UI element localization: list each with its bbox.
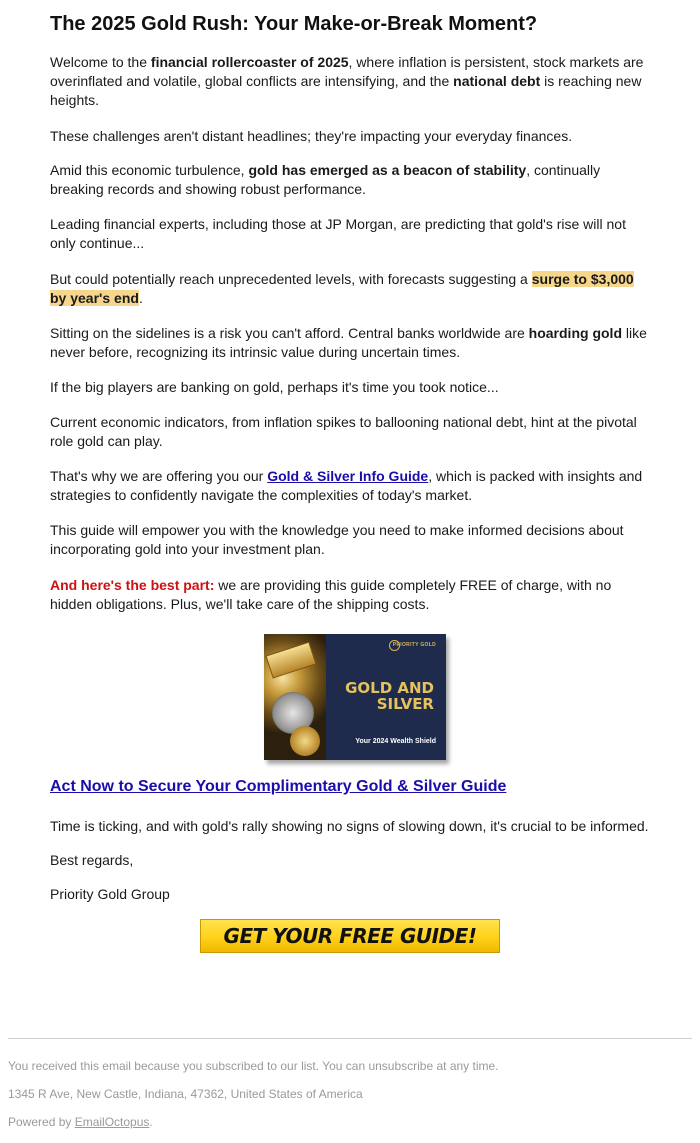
signature: Priority Gold Group xyxy=(50,886,170,902)
emailoctopus-link[interactable]: EmailOctopus xyxy=(74,1115,150,1129)
gold-bar-shape xyxy=(265,641,316,678)
best-part-label: And here's the best part: xyxy=(50,577,215,593)
email-body xyxy=(50,0,652,948)
book-brand: PRIORITY GOLD xyxy=(392,642,436,648)
paragraph-time-ticking: Time is ticking, and with gold's rally showing no signs of slowing down, it's crucial to be informed. xyxy=(50,818,649,834)
footer-notice: You received this email because you subscribed to our list. You can unsubscribe at any time. xyxy=(8,1059,499,1073)
footer-powered-by: Powered by EmailOctopus. xyxy=(8,1115,153,1129)
book-cover xyxy=(326,634,446,760)
paragraph-challenges: These challenges aren't distant headlines; they're impacting your everyday finances. xyxy=(50,128,573,144)
paragraph-stability: Amid this economic turbulence, gold has emerged as a beacon of stability, continually breaking records and showing robust performance. xyxy=(50,162,601,197)
gold-coins-photo xyxy=(264,634,326,760)
paragraph-offer: That's why we are offering you our Gold & Silver Info Guide, which is packed with insights and strategies to confidently navigate the complexities of today's market. xyxy=(50,468,643,503)
guide-link[interactable]: Gold & Silver Info Guide xyxy=(267,468,429,484)
paragraph-experts: Leading financial experts, including those at JP Morgan, are predicting that gold's rise will not only continue... xyxy=(50,216,626,251)
email-title: The 2025 Gold Rush: Your Make-or-Break Moment? xyxy=(50,13,538,35)
paragraph-intro: Welcome to the financial rollercoaster of 2025, where inflation is persistent, stock markets are overinflated and volatile, global conflicts are intensifying, and the national debt is reaching new heights. xyxy=(50,54,644,108)
paragraph-forecast: But could potentially reach unprecedented levels, with forecasts suggesting a surge to $3,000 by year's end. xyxy=(50,271,634,306)
highlighted-forecast: surge to $3,000 by year's end xyxy=(50,271,634,306)
paragraph-central-banks: Sitting on the sidelines is a risk you can't afford. Central banks worldwide are hoarding gold like never before, recognizing its intrinsic value during uncertain times. xyxy=(50,325,647,360)
paragraph-empower: This guide will empower you with the knowledge you need to make informed decisions about incorporating gold into your investment plan. xyxy=(50,522,624,557)
paragraph-big-players: If the big players are banking on gold, perhaps it's time you took notice... xyxy=(50,379,499,395)
book-subtitle: Your 2024 Wealth Shield xyxy=(355,738,436,745)
book-title: GOLD AND SILVER xyxy=(345,679,434,713)
paragraph-indicators: Current economic indicators, from inflation spikes to ballooning national debt, hint at the pivotal role gold can play. xyxy=(50,414,637,449)
signoff: Best regards, xyxy=(50,852,134,868)
secure-guide-link[interactable]: Act Now to Secure Your Complimentary Gold & Silver Guide xyxy=(50,778,507,795)
get-free-guide-button[interactable]: GET YOUR FREE GUIDE! xyxy=(200,919,500,953)
gold-coin-shape xyxy=(290,726,320,756)
footer-address: 1345 R Ave, New Castle, Indiana, 47362, United States of America xyxy=(8,1087,363,1101)
paragraph-free: And here's the best part: we are providing this guide completely FREE of charge, with no hidden obligations. Plus, we'll take care of the shipping costs. xyxy=(50,577,612,612)
footer-divider xyxy=(8,1038,692,1039)
guide-book-image[interactable] xyxy=(264,634,446,760)
